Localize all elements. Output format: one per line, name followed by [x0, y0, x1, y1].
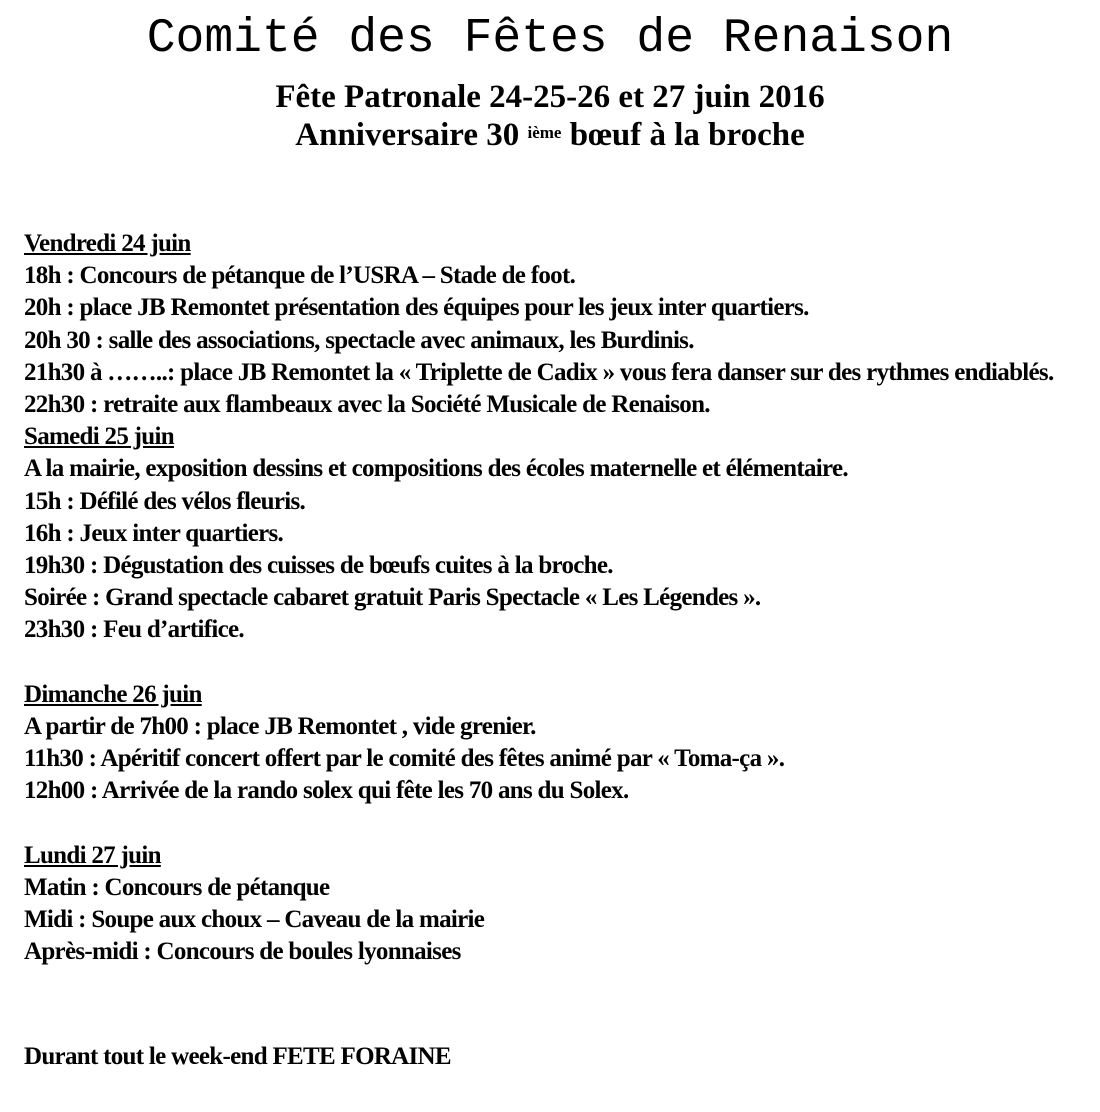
saturday-item: A la mairie, exposition dessins et compositions des écoles maternelle et élémentaire.: [24, 455, 848, 483]
footer-note: Durant tout le week-end FETE FORAINE: [24, 1042, 451, 1070]
anniversary-subtitle: [0, 116, 1100, 154]
sunday-item: A partir de 7h00 : place JB Remontet , vide grenier.: [24, 713, 536, 741]
ordinal-superscript: ième: [527, 123, 562, 142]
saturday-item: 16h : Jeux inter quartiers.: [24, 519, 284, 547]
friday-item: 21h30 à ……..: place JB Remontet la « Triplette de Cadix » vous fera danser sur des rythmes endiablés.: [24, 358, 1054, 386]
saturday-item: 23h30 : Feu d’artifice.: [24, 616, 244, 644]
page-title: Comité des Fêtes de Renaison: [146, 12, 954, 66]
sunday-item: 12h00 : Arrivée de la rando solex qui fête les 70 ans du Solex.: [24, 777, 629, 805]
anniversary-text-end: bœuf à la broche: [561, 117, 805, 153]
day-heading-sunday: Dimanche 26 juin: [24, 680, 202, 708]
friday-item: 18h : Concours de pétanque de l’USRA – Stade de foot.: [24, 262, 576, 290]
day-heading-monday: Lundi 27 juin: [24, 841, 161, 869]
day-heading-friday: Vendredi 24 juin: [24, 230, 191, 257]
friday-item: 20h : place JB Remontet présentation des équipes pour les jeux inter quartiers.: [24, 294, 809, 322]
monday-item: Midi : Soupe aux choux – Caveau de la mairie: [24, 906, 485, 934]
friday-item: 20h 30 : salle des associations, spectacle avec animaux, les Burdinis.: [24, 326, 694, 354]
program-body: [24, 228, 1084, 1073]
event-dates-subtitle: Fête Patronale 24-25-26 et 27 juin 2016: [275, 79, 825, 115]
sunday-item: 11h30 : Apéritif concert offert par le comité des fêtes animé par « Toma-ça ».: [24, 745, 785, 773]
section-gap: [24, 1019, 1084, 1041]
section-gap: [24, 969, 1084, 1019]
friday-item: 22h30 : retraite aux flambeaux avec la Société Musicale de Renaison.: [24, 391, 710, 419]
monday-item: Après-midi : Concours de boules lyonnaises: [24, 938, 461, 966]
saturday-item: Soirée : Grand spectacle cabaret gratuit Paris Spectacle « Les Légendes ».: [24, 584, 761, 612]
day-heading-saturday: Samedi 25 juin: [24, 423, 174, 451]
saturday-item: 19h30 : Dégustation des cuisses de bœufs cuites à la broche.: [24, 552, 613, 580]
section-gap: [24, 808, 1084, 840]
section-gap: [24, 647, 1084, 679]
anniversary-text-start: Anniversaire 30: [295, 117, 528, 153]
monday-item: Matin : Concours de pétanque: [24, 874, 330, 902]
saturday-item: 15h : Défilé des vélos fleuris.: [24, 487, 306, 515]
